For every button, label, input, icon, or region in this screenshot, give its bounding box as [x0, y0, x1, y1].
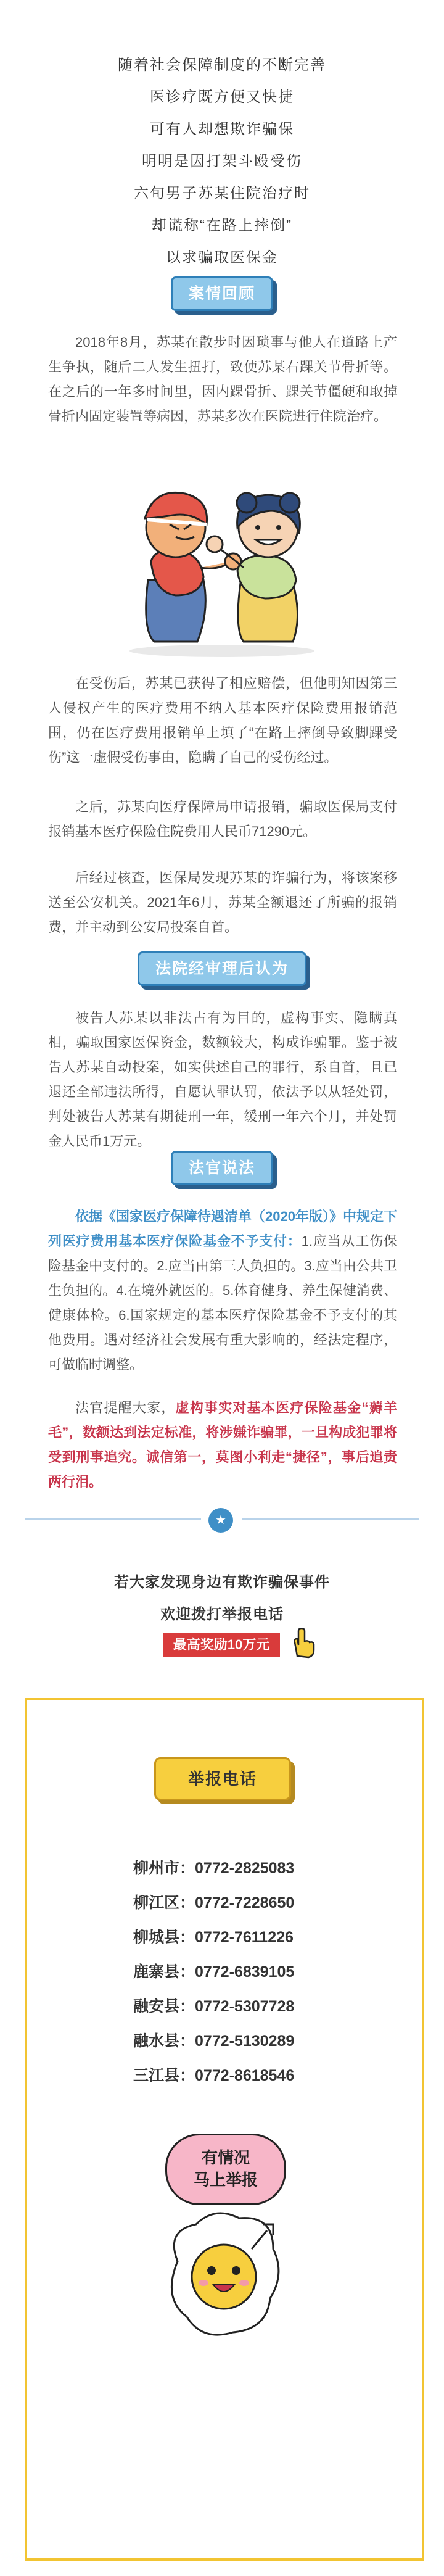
reward-badge: 最高奖励10万元: [163, 1633, 280, 1657]
intro-line: 明明是因打架斗殴受伤: [142, 153, 302, 170]
judge-text-rest: 1.应当从工伤保险基金中支付的。2.应当由第三人负担的。3.应当由公共卫生负担的。4.在境外就医的。5.体育健身、养生保健消费、健康体检。6.国家规定的基本医疗保险基金不予支付的其他费用。遇对经济社会发展有重大影响的，经法定程序，可做临时调整。: [48, 1233, 397, 1372]
phone-number[interactable]: 0772-6839105: [195, 1963, 295, 1981]
phone-area: 柳州市: [133, 1860, 180, 1877]
judge-lead: 依据: [75, 1209, 103, 1224]
judge-paragraph-1: [48, 1204, 397, 1377]
phone-area: 融安县: [133, 1998, 180, 2015]
phone-row: 融水县：0772-5130289: [133, 2032, 295, 2050]
judge-paragraph-2: [48, 1396, 397, 1494]
divider-line-right: [242, 1518, 419, 1520]
case-paragraph-1: [48, 330, 397, 429]
judge-says-title: 法官说法: [171, 1151, 273, 1185]
phone-number[interactable]: 0772-2825083: [195, 1860, 295, 1877]
phone-number[interactable]: 0772-5307728: [195, 1998, 295, 2015]
phone-area: 柳城县: [133, 1929, 180, 1946]
court-text: 被告人苏某以非法占有为目的，虚构事实、隐瞒真相，骗取国家医保资金，数额较大，构成诈骗罪。鉴于被告人苏某自动投案，如实供述自己的罪行，系自首，且已退还全部违法所得，自愿认罪认罚，依法予以从轻处罚，判处被告人苏某有期徒刑一年，缓刑一年六个月，并处罚金人民币1万元。: [48, 1010, 397, 1149]
phone-number[interactable]: 0772-7228650: [195, 1894, 295, 1911]
phone-row: 三江县：0772-8618546: [133, 2067, 295, 2084]
case-text: 2018年8月，苏某在散步时因琐事与他人在道路上产生争执，随后二人发生扭打，致使苏某右踝关节骨折等。在之后的一年多时间里，因内踝骨折、踝关节僵硬和取掉骨折内固定装置等病因，苏某多次在医院进行住院治疗。: [48, 334, 397, 424]
report-phone-title: 举报电话: [154, 1757, 291, 1800]
fight-illustration: [117, 475, 327, 660]
phone-number[interactable]: 0772-7611226: [195, 1929, 294, 1946]
case-paragraph-3: [48, 795, 397, 844]
pointing-hand-icon: [289, 1628, 317, 1659]
judge-text: [48, 1204, 397, 1377]
phone-area: 鹿寨县: [133, 1963, 180, 1981]
phone-area: 三江县: [133, 2067, 180, 2084]
mascot-speech-bubble: [165, 2134, 286, 2205]
policy-reference: 《国家医疗保障待遇清单（2020年版）》中规定下列医疗费用基本医疗保险基金不予支付：: [48, 1209, 397, 1249]
intro-block: [0, 49, 444, 274]
intro-line: 医诊疗既方便又快捷: [150, 89, 294, 106]
intro-line: 却谎称“在路上摔倒”: [152, 217, 292, 234]
court-paragraph: [48, 1006, 397, 1154]
phone-area: 柳江区: [133, 1894, 180, 1911]
intro-line: 随着社会保障制度的不断完善: [118, 57, 326, 73]
star-icon: ★: [208, 1508, 233, 1533]
divider-line-left: [25, 1518, 201, 1520]
phone-number[interactable]: 0772-5130289: [195, 2032, 295, 2050]
fried-egg-mascot: [159, 2206, 289, 2348]
intro-line: 以求骗取医保金: [166, 249, 278, 266]
case-paragraph-2: [48, 671, 397, 770]
report-phone-box: [25, 1698, 424, 2561]
phone-row: 鹿寨县：0772-6839105: [133, 1963, 295, 1981]
phone-list: [133, 1851, 331, 2093]
case-text: 后经过核查，医保局发现苏某的诈骗行为，将该案移送至公安机关。2021年6月，苏某全额退还了所骗的报销费，并主动到公安局投案自首。: [48, 870, 397, 935]
intro-line: 可有人却想欺诈骗保: [150, 121, 294, 138]
intro-line: 六旬男子苏某住院治疗时: [134, 185, 310, 202]
phone-row: 柳江区：0772-7228650: [133, 1894, 295, 1911]
case-text: 在受伤后，苏某已获得了相应赔偿，但他明知因第三人侵权产生的医疗费用不纳入基本医疗保险费用报销范围，仍在医疗费用报销单上填了“在路上摔倒导致脚踝受伤”这一虚假受伤事由，隐瞒了自己的受伤经过。: [48, 676, 397, 765]
phone-row: 柳州市：0772-2825083: [133, 1860, 295, 1877]
phone-row: 柳城县：0772-7611226: [133, 1929, 294, 1946]
report-call-line-2: 欢迎拨打举报电话: [160, 1606, 284, 1623]
court-ruling-title: 法院经审理后认为: [138, 951, 306, 986]
mascot-text-line-1: 有情况: [201, 2148, 250, 2167]
judge-text: [48, 1396, 397, 1494]
judge-reminder-lead: 法官提醒大家，: [75, 1400, 176, 1415]
report-call-line-1: 若大家发现身边有欺诈骗保事件: [114, 1574, 330, 1591]
mascot-text-line-2: 马上举报: [193, 2171, 258, 2189]
phone-area: 融水县: [133, 2032, 180, 2050]
phone-number[interactable]: 0772-8618546: [195, 2067, 295, 2084]
case-text: 之后，苏某向医疗保障局申请报销，骗取医保局支付报销基本医疗保险住院费用人民币71290元。: [48, 799, 397, 839]
judge-warning: 虚构事实对基本医疗保险基金“薅羊毛”，数额达到法定标准，将涉嫌诈骗罪，一旦构成犯罪将受到刑事追究。诚信第一，莫图小利走“捷径”，事后追责两行泪。: [48, 1400, 397, 1489]
phone-row: 融安县：0772-5307728: [133, 1998, 295, 2015]
case-paragraph-4: [48, 866, 397, 940]
case-review-title: 案情回顾: [171, 276, 273, 311]
